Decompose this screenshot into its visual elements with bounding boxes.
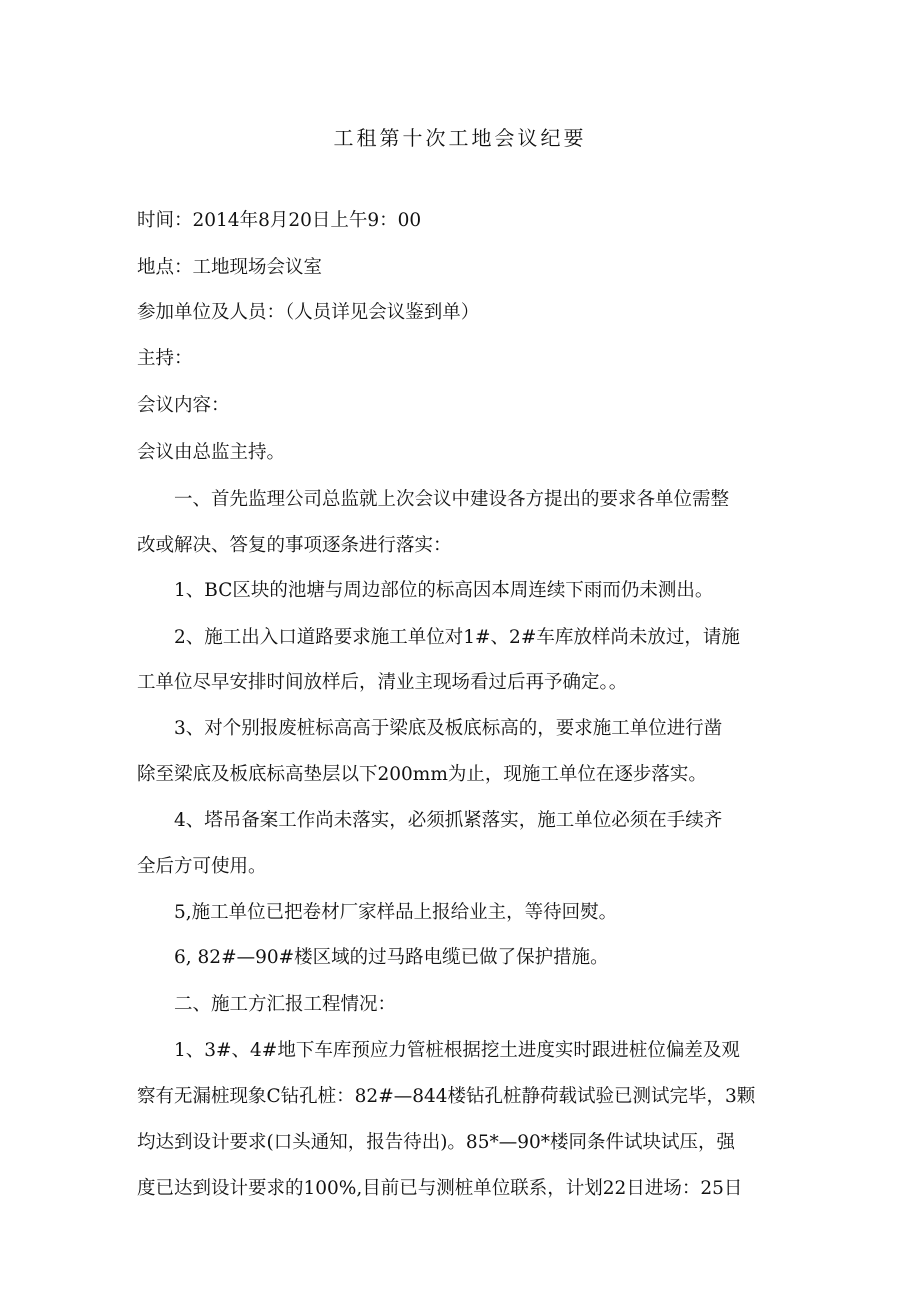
item-6: 6, 82#—90#楼区域的过马路电缆已做了保护措施。 <box>174 947 609 968</box>
meeting-chair-note: 会议由总监主持。 <box>137 442 286 463</box>
item-2-cont: 工单位尽早安排时间放样后，清业主现场看过后再予确定。。 <box>137 672 628 693</box>
section-two-item-1-cont-1: 察有无漏桩现象C钻孔桩：82#—844楼钻孔桩静荷载试验已测试完毕，3颗 <box>137 1086 756 1107</box>
item-3-cont: 除至梁底及板底标高垫层以下200mm为止，现施工单位在逐步落实。 <box>137 764 707 785</box>
section-two-item-1-cont-2: 均达到设计要求(口头通知，报告待出)。85*—90*楼同条件试块试压，强 <box>137 1132 736 1153</box>
meeting-location: 地点：工地现场会议室 <box>137 257 323 278</box>
meeting-attendees: 参加单位及人员：（人员详见会议鉴到单） <box>137 302 480 323</box>
section-one-heading: 一、首先监理公司总监就上次会议中建设各方提出的要求各单位需整 <box>174 489 730 510</box>
section-one-heading-cont: 改或解决、答复的事项逐条进行落实： <box>137 535 452 556</box>
section-two-heading: 二、施工方汇报工程情况： <box>174 994 397 1015</box>
item-5: 5,施工单位已把卷材厂家样品上报给业主，等待回熨。 <box>174 902 618 923</box>
item-2: 2、施工出入口道路要求施工单位对1#、2#车库放样尚未放过，请施 <box>174 627 740 648</box>
item-1: 1、BC区块的池塘与周边部位的标高因本周连续下雨而仍未测出。 <box>174 580 714 601</box>
section-two-item-1-cont-3: 度已达到设计要求的100%,目前已与测桩单位联系，计划22日进场：25日 <box>137 1178 743 1199</box>
item-4: 4、塔吊备案工作尚未落实，必须抓紧落实，施工单位必须在手续齐 <box>174 810 723 831</box>
item-3: 3、对个别报废桩标高高于梁底及板底标高的，要求施工单位进行凿 <box>174 718 723 739</box>
item-4-cont: 全后方可使用。 <box>137 856 267 877</box>
document-title: 工租第十次工地会议纪要 <box>333 126 587 150</box>
section-two-item-1: 1、3#、4#地下车库预应力管桩根据挖土进度实时跟进桩位偏差及观 <box>174 1040 740 1061</box>
meeting-time: 时间：2014年8月20日上午9：00 <box>137 210 422 231</box>
meeting-content-heading: 会议内容： <box>137 395 230 416</box>
meeting-host: 主持： <box>137 348 193 369</box>
